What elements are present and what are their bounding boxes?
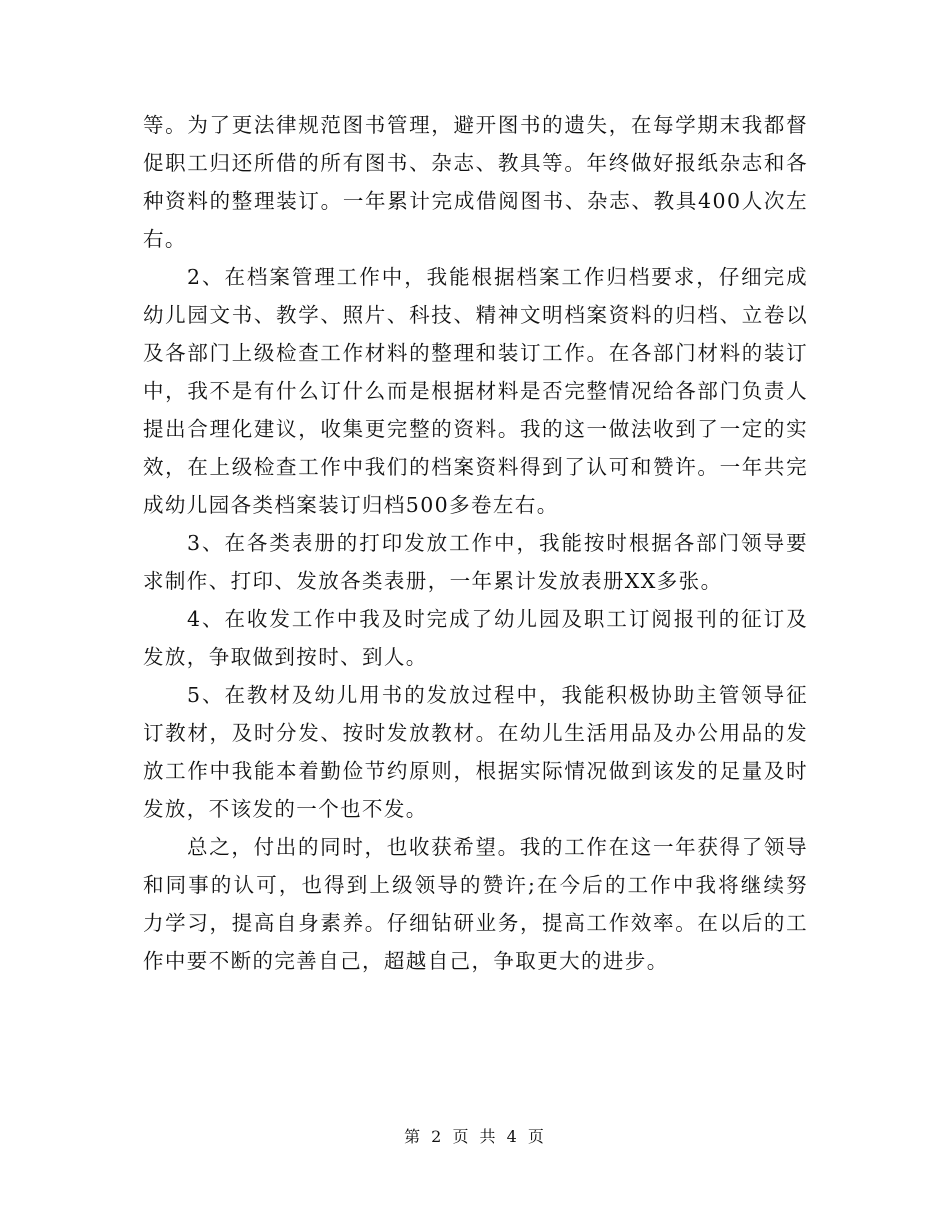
- paragraph-continuation: 等。为了更法律规范图书管理，避开图书的遗失，在每学期末我都督促职工归还所借的所有图书、杂志、教具等。年终做好报纸杂志和各种资料的整理装订。一年累计完成借阅图书、杂志、教具400人次左右。: [143, 113, 808, 251]
- paragraph-archive-management: 2、在档案管理工作中，我能根据档案工作归档要求，仔细完成幼儿园文书、教学、照片、科技、精神文明档案资料的归档、立卷以及各部门上级检查工作材料的整理和装订工作。在各部门材料的装订中，我不是有什么订什么而是根据材料是否完整情况给各部门负责人提出合理化建议，收集更完整的资料。我的这一做法收到了一定的实效，在上级检查工作中我们的档案资料得到了认可和赞许。一年共完成幼儿园各类档案装订归档500多卷左右。: [143, 265, 808, 517]
- paragraph-textbook-distribution: 5、在教材及幼儿用书的发放过程中，我能积极协助主管领导征订教材，及时分发、按时发放教材。在幼儿生活用品及办公用品的发放工作中我能本着勤俭节约原则，根据实际情况做到该发的足量及时发放，不该发的一个也不发。: [143, 683, 808, 821]
- paragraph-mail-handling: 4、在收发工作中我及时完成了幼儿园及职工订阅报刊的征订及发放，争取做到按时、到人。: [143, 607, 808, 669]
- document-body: [143, 106, 808, 980]
- page-number-footer: 第 2 页 共 4 页: [404, 1127, 546, 1146]
- paragraph-forms-printing: 3、在各类表册的打印发放工作中，我能按时根据各部门领导要求制作、打印、发放各类表册，一年累计发放表册XX多张。: [143, 531, 808, 593]
- paragraph-conclusion: 总之，付出的同时，也收获希望。我的工作在这一年获得了领导和同事的认可，也得到上级领导的赞许;在今后的工作中我将继续努力学习，提高自身素养。仔细钻研业务，提高工作效率。在以后的工作中要不断的完善自己，超越自己，争取更大的进步。: [143, 835, 808, 973]
